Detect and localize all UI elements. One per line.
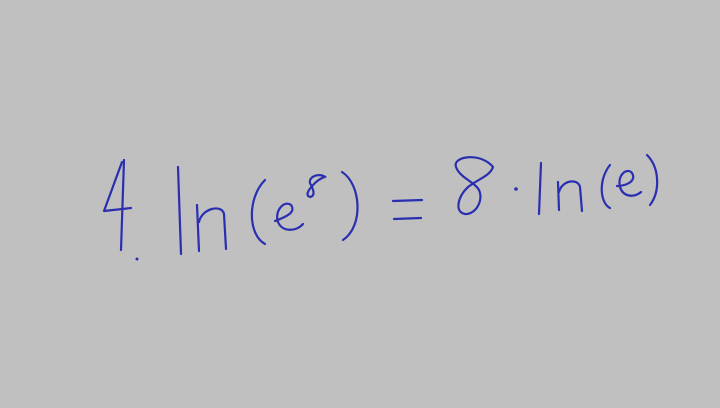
rhs-coefficient-8 [456, 157, 493, 214]
lhs-close-paren [342, 172, 358, 240]
rhs-open-paren [602, 165, 610, 208]
lhs-open-paren [252, 180, 265, 244]
rhs-close-paren [647, 155, 657, 205]
lhs-exponent-8 [307, 175, 325, 197]
rhs-multiply-dot [514, 187, 518, 191]
letter-n [197, 205, 226, 251]
rhs-ln [539, 163, 582, 214]
rhs-letter-e [617, 171, 641, 196]
digit-4-diagonal [104, 162, 131, 211]
digit-4-stem [121, 160, 124, 250]
lhs-letter-e [275, 204, 303, 230]
lhs-ln [178, 167, 226, 254]
letter-n [558, 181, 582, 211]
equals-sign [393, 200, 422, 219]
letter-l [178, 167, 181, 254]
stray-dot [136, 258, 139, 261]
letter-l [539, 163, 541, 214]
lhs-coefficient-4 [104, 160, 139, 261]
